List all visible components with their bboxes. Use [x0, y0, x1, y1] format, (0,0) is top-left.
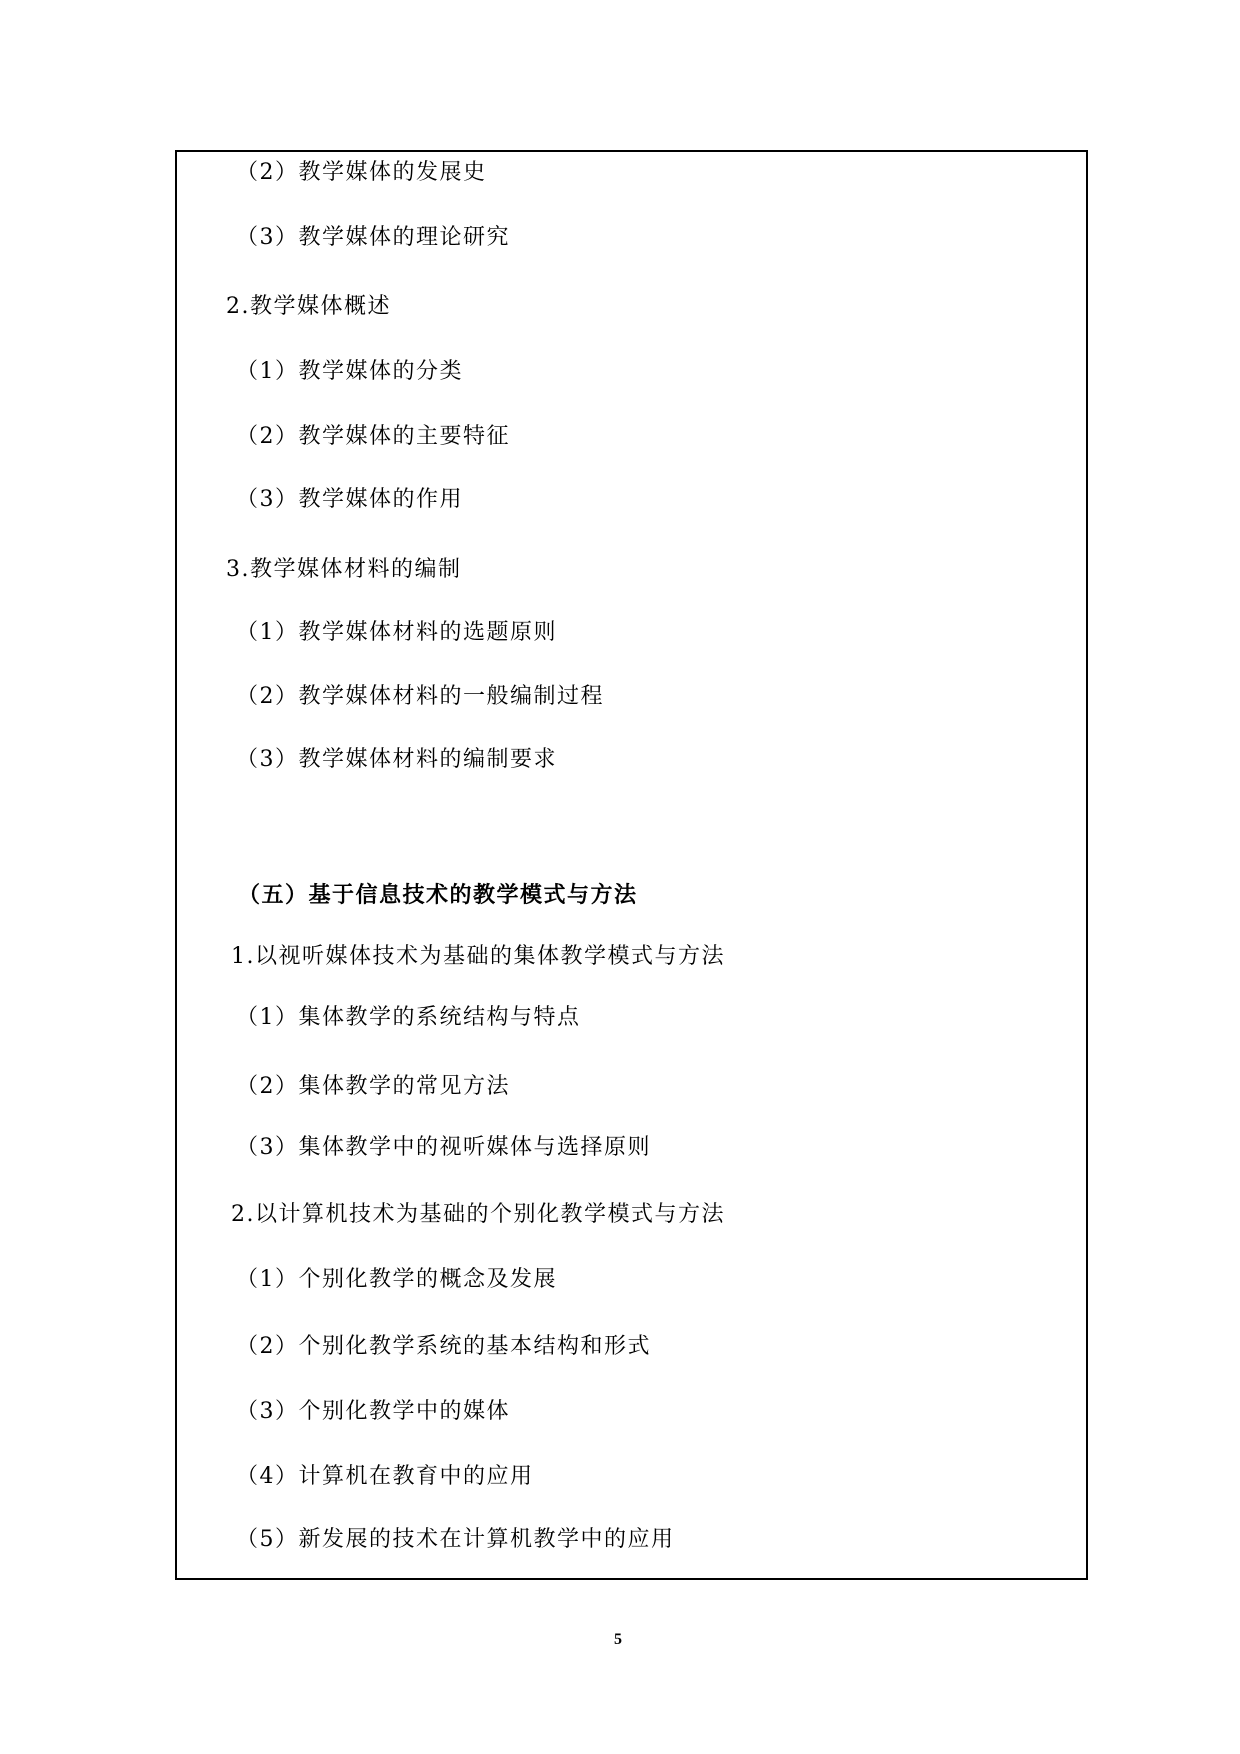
- outline-item: （2）教学媒体的发展史: [236, 160, 487, 185]
- outline-item: （4）计算机在教育中的应用: [236, 1464, 534, 1489]
- outline-subsection: 3.教学媒体材料的编制: [226, 557, 462, 582]
- outline-item: （2）集体教学的常见方法: [236, 1074, 510, 1099]
- outline-item: （2）教学媒体的主要特征: [236, 424, 510, 449]
- outline-item: （1）教学媒体的分类: [236, 359, 463, 384]
- outline-subsection: 1.以视听媒体技术为基础的集体教学模式与方法: [231, 944, 725, 969]
- outline-item: （3）个别化教学中的媒体: [236, 1399, 510, 1424]
- outline-subsection: 2.以计算机技术为基础的个别化教学模式与方法: [231, 1202, 725, 1227]
- outline-item: （1）个别化教学的概念及发展: [236, 1267, 557, 1292]
- outline-item: （3）教学媒体材料的编制要求: [236, 747, 557, 772]
- outline-item: （3）教学媒体的理论研究: [236, 225, 510, 250]
- outline-item: （5）新发展的技术在计算机教学中的应用: [236, 1527, 675, 1552]
- outline-subsection: 2.教学媒体概述: [226, 294, 391, 319]
- outline-item: （1）教学媒体材料的选题原则: [236, 620, 557, 645]
- outline-item: （3）集体教学中的视听媒体与选择原则: [236, 1135, 651, 1160]
- outline-item: （2）教学媒体材料的一般编制过程: [236, 684, 604, 709]
- section-heading: （五）基于信息技术的教学模式与方法: [238, 882, 638, 908]
- page-number: 5: [614, 1631, 622, 1648]
- outline-item: （1）集体教学的系统结构与特点: [236, 1005, 581, 1030]
- outline-item: （3）教学媒体的作用: [236, 487, 463, 512]
- outline-item: （2）个别化教学系统的基本结构和形式: [236, 1334, 651, 1359]
